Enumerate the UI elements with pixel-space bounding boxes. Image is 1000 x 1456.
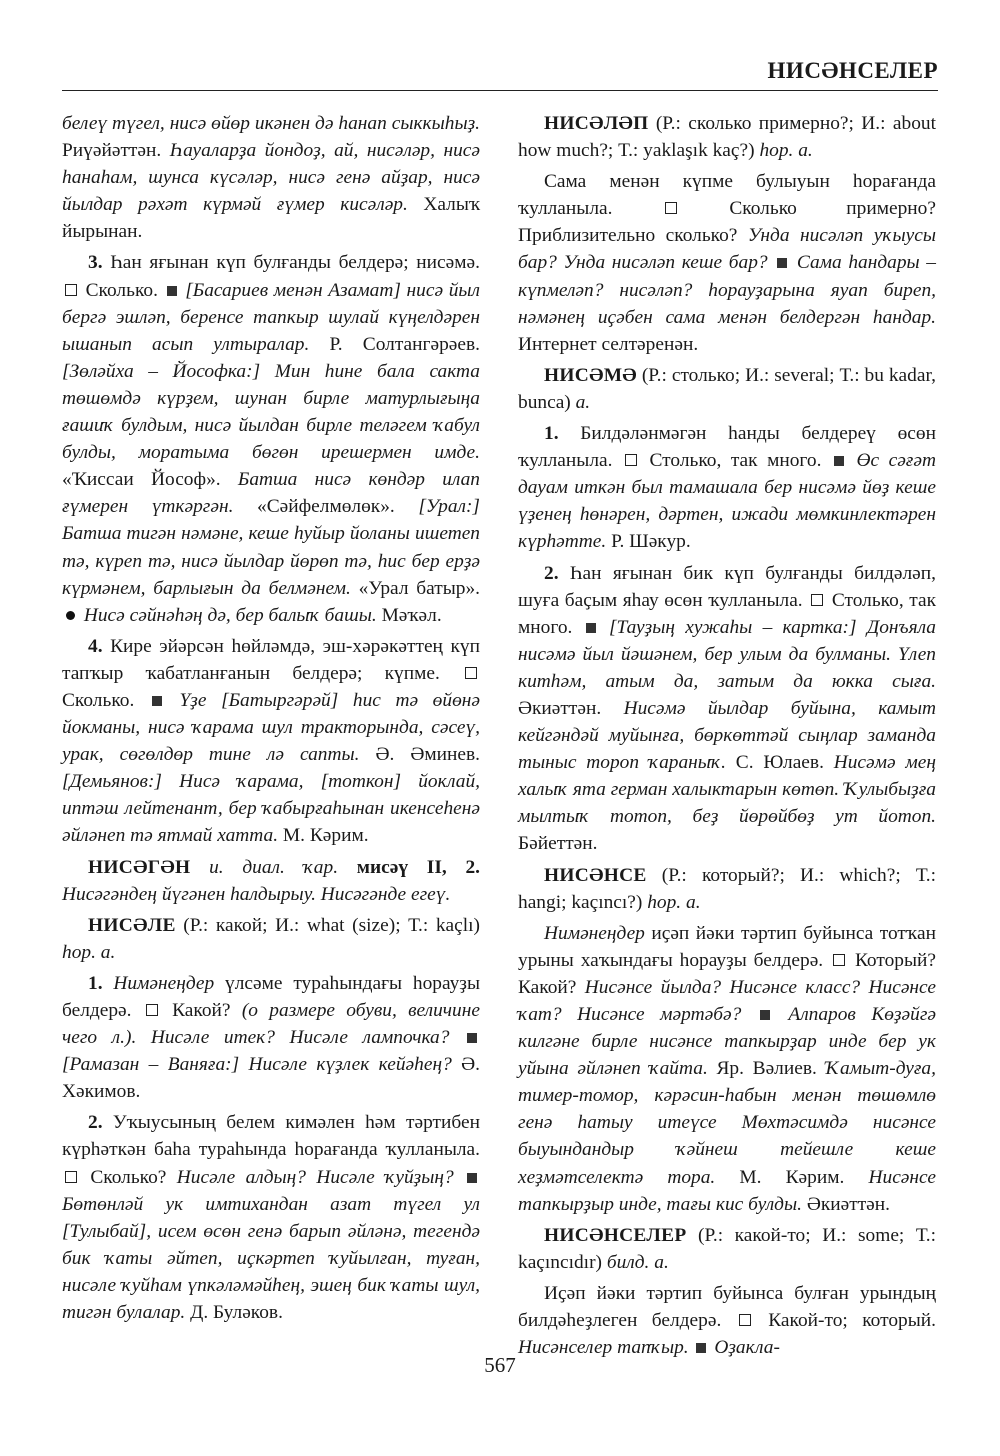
filled-square-icon: [586, 623, 596, 633]
right-column: [518, 110, 936, 1365]
source: Р. Солтангәрәев.: [309, 333, 480, 355]
example-text: Һауаларҙа йондоҙ, ай, нисәләр, нисә һанаһам, шунса күсәләр, нисә генә айҙар, нисә йылдар рәхәт күрмәй ғүмер кисәләр.: [62, 140, 480, 216]
source: Бәйеттән.: [518, 833, 598, 855]
definition: Уҡыусының белем кимәлен һәм тәртибен күрһәткән баһа тураһында һорағанда ҡулланыла.: [62, 1112, 480, 1161]
definition: иҫәп йәки тәртип буйынса тотҡан урыны хаҡындағы һорауҙы белдерә.: [518, 922, 936, 971]
entry-niseme: [518, 362, 936, 416]
square-outline-icon: [811, 594, 823, 606]
filled-square-icon: [467, 1173, 477, 1183]
example-text: Нисәмә мең халыҡ ята герман халыктарын көтөп. Ҡулыбыҙға мылтыҡ тотоп, беҙ йөрөйбөҙ ут йотоп.: [518, 752, 936, 828]
entry-nisense: [518, 862, 936, 916]
sense-3: [62, 249, 480, 628]
source: Әкиәттән.: [518, 697, 624, 719]
entry-nisegen: [62, 854, 480, 908]
square-outline-icon: [65, 1171, 77, 1183]
square-outline-icon: [625, 454, 637, 466]
headword: НИСӘЛӘП: [544, 113, 649, 134]
russian-equivalent: Сколько примерно? Приблизительно сколько?: [518, 198, 936, 247]
nisenseler-definition: [518, 1280, 936, 1361]
source: Ә. Әминев.: [359, 744, 480, 766]
source: «Урал батыр».: [350, 577, 480, 599]
nisele-sense-1: [62, 970, 480, 1105]
source: Р. Шәкур.: [606, 531, 691, 553]
equivalents: (Р.: какой; И.: what (size); Т.: kaçlı): [175, 914, 480, 936]
cross-reference: мисәү II, 2.: [356, 856, 480, 878]
example-text: Нисәмә йылдар буйына, камыт кейгәндәй муйынға, бөркөттәй сыңлар заманда тыныс тороп ҡараныҡ.: [518, 697, 936, 774]
filled-square-icon: [467, 1033, 477, 1043]
source: Халыҡ йырынан.: [62, 194, 480, 243]
example-text: [Зөләйха – Йософка:] Мин һине бала сакта төшөмдә күрҙем, шунан бирле матурлығыңа ғашиҡ булдым, нисә йылдан бирле теләгем ҡабул булды, моратыма бөгөн ирешермен имде.: [62, 360, 480, 464]
square-outline-icon: [665, 202, 677, 214]
niseme-sense-2: [518, 560, 936, 858]
running-head: НИСӘНСЕЛЕР: [767, 58, 938, 83]
example-text: Ҡамыт-дуға, тимер-томор, кәрәсин-һабын менән төшөмлө генә һатыу итеүсе Мөхтәсимдә нисәнсе быуындандыр ҡәйнеш тейешле кеше хеҙмәтселектә тора.: [518, 1058, 936, 1188]
entry-continuation: [62, 110, 480, 245]
example-text: Нисәнсе йылда? Нисәнсе класс? Нисәнсе ҡат? Нисәнсе мәртәбә?: [518, 976, 936, 1025]
source: С. Юлаев.: [726, 752, 834, 774]
example-text: Алпаров Көҙәйгә килгәне бирле нисәнсе тапкырҙар инде бер ук уйына әйләнеп ҡайта.: [518, 1004, 936, 1080]
headword: НИСӘЛЕ: [88, 914, 176, 936]
example-text: Нисәгәндең йүгәнен һалдырыу. Нисәгәнде егеү.: [62, 883, 451, 905]
nislep-definition: [518, 168, 936, 358]
square-outline-icon: [146, 1004, 158, 1016]
example-text: Нисәнсе тапкырҙыр инде, тағы кис булды.: [518, 1166, 936, 1215]
nisele-sense-2: [62, 1109, 480, 1326]
square-outline-icon: [465, 667, 477, 679]
example-text: Оҙакла-: [709, 1337, 780, 1359]
definition: Кире эйәрсән һөйләмдә, эш-хәрәкәттең күп тапҡыр ҡабатланғанын белдерә; күпме.: [62, 635, 480, 684]
square-outline-icon: [739, 1314, 751, 1326]
grammar-label: һор. а.: [647, 891, 701, 913]
russian-equivalent: Какой?: [160, 1000, 242, 1021]
entry-nisele: [62, 912, 480, 966]
source: Әкиәттән.: [801, 1193, 891, 1215]
bullet-icon: [66, 611, 75, 620]
entry-nislep: [518, 110, 936, 164]
equivalents: (Р.: который?; И.: which?; Т.: hangi; kaçıncı?): [518, 864, 936, 913]
header-rule: [62, 90, 938, 91]
example-text: белеү түгел, нисә өйөр икәнен дә һанап сыккыһыҙ.: [62, 113, 480, 134]
left-column: [62, 110, 480, 1330]
filled-square-icon: [777, 258, 787, 268]
equivalents: (Р.: столько; И.: several; Т.: bu kadar, bunca): [518, 364, 936, 413]
headword: НИСӘНСЕ: [544, 864, 647, 886]
sense-4: [62, 633, 480, 850]
square-outline-icon: [65, 284, 77, 296]
page-number: 567: [484, 1353, 516, 1377]
russian-equivalent: Который? Какой?: [518, 949, 936, 998]
sense-number: 2.: [544, 562, 559, 584]
sense-number: 1.: [88, 972, 103, 994]
source: «Сәйфелмөлөк».: [233, 496, 419, 518]
definition: Һан яғынан күп булғанды белдерә; нисәмә.: [102, 252, 480, 274]
example-text: Үҙе [Батыргәрәй] һис тә өйөнә йокманы, нисә ҡарама шул тракторында, сәсеү, урак, сөгөлдөр тине лә сапты.: [62, 689, 480, 766]
definition: Иҫәп йәки тәртип буйынса булған урындың билдәһеҙлеген белдерә.: [518, 1282, 936, 1332]
sense-number: 2.: [88, 1112, 103, 1134]
russian-equivalent: Столько, так много.: [639, 450, 831, 472]
russian-equivalent: Сколько?: [80, 1166, 177, 1188]
entry-nisenseler: [518, 1222, 936, 1276]
niseme-sense-1: [518, 420, 936, 555]
filled-square-icon: [696, 1343, 706, 1353]
source: Мәҡәл.: [376, 604, 442, 626]
example-text: Батша нисә көндәр илап ғүмерен үткәргән.: [62, 469, 480, 518]
filled-square-icon: [834, 456, 844, 466]
definition: Нимәнеңдер: [113, 972, 215, 994]
source: Риүәйәттән.: [62, 140, 170, 162]
example-text: [Демьянов:] Нисә ҡарама, [тоткон] йоклай, иптәш лейтенант, бер ҡабырғаһынан икенсеһенә әйләнеп тә ятмай хатта.: [62, 771, 480, 847]
russian-equivalent: Сколько.: [62, 689, 149, 711]
grammar-label: билд. а.: [606, 1251, 669, 1273]
example-text: Нисәнселер тапҡыр.: [518, 1337, 689, 1359]
grammar-label: а.: [575, 391, 591, 413]
example-text: [Басариев менән Азамат] нисә йыл бергә эшләп, беренсе тапкыр шулай күңелдәрен ышанып асып ултыралар.: [62, 279, 480, 355]
definition: Билдәләнмәгән һанды белдереү өсөн ҡулланыла.: [518, 423, 936, 472]
headword: НИСӘГӘН: [88, 856, 191, 878]
definition: Нимәнеңдер: [544, 922, 645, 944]
example-text: Бөтөнләй ук имтихандан азат түгел ул [Тулыбай], исем өсөн генә барып әйләнә, тегендә бик ҡаты әйтеп, иҫкәртеп ҡуйылған, туған, нисәле ҡуйһам үпкәләмәйһең, эшең бик ҡаты шул, тигән булалар.: [62, 1193, 480, 1324]
example-text: Сама һандары – күпмеләп? нисәләп? һорауҙарына яуап биреп, нәмәнең иҫәбен сама менән белдергән һандар.: [518, 252, 936, 328]
sense-number: 3.: [88, 252, 103, 274]
russian-equivalent: Какой-то; который.: [753, 1310, 936, 1332]
example-text: Өс сәғәт дауам иткән был тамашала бер нисәмә йөҙ кеше үҙенең һөнәрен, дәртен, ижади мөмкинлектәрен күрһәтте.: [518, 450, 936, 553]
definition: үлсәме тураһындағы һорауҙы белдерә.: [62, 972, 480, 1021]
grammar-label: һор. а.: [759, 140, 813, 162]
definition: Һан яғынан бик күп булғанды билдәләп, шуға баҫым яһау өсөн ҡулланыла.: [518, 562, 936, 611]
equivalents: (Р.: сколько примерно?; И.: about how much?; Т.: yaklaşık kaç?): [518, 113, 936, 162]
example-text: [Рамазан – Ваняға:] Нисәле күҙлек кейәһең?: [62, 1054, 452, 1076]
sense-number: 1.: [544, 423, 559, 445]
filled-square-icon: [167, 286, 177, 296]
source: М. Кәрим.: [278, 825, 369, 847]
source: Д. Буләков.: [185, 1302, 283, 1324]
source: М. Кәрим.: [715, 1166, 869, 1188]
headword: НИСӘНСЕЛЕР: [544, 1224, 687, 1246]
source: Интернет селтәренән.: [518, 333, 699, 355]
grammar-label: и. диал. ҡар.: [190, 856, 357, 878]
proverb: Нисә сәйнәһәң дә, бер балыҡ башы.: [83, 604, 377, 626]
source: «Ҡиссаи Йософ».: [62, 469, 238, 491]
grammar-label: һор. а.: [62, 941, 116, 963]
example-text: Унда нисәләп уҡыусы бар? Унда нисәләп кеше бар?: [518, 225, 937, 274]
source: Яр. Вәлиев.: [707, 1058, 826, 1080]
filled-square-icon: [760, 1010, 770, 1020]
russian-equivalent: Столько, так много.: [518, 589, 936, 638]
example-text: (о размере обуви, величине чего л.). Нисәле итек? Нисәле лампочка?: [62, 1000, 480, 1049]
russian-equivalent: Сколько.: [80, 279, 164, 301]
nisense-definition: [518, 920, 936, 1218]
definition: Сама менән күпме булыуын һорағанда ҡулланыла.: [518, 171, 936, 220]
headword: НИСӘМӘ: [544, 364, 637, 386]
example-text: Нисәле алдың? Нисәле ҡуйҙың?: [176, 1166, 454, 1188]
sense-number: 4.: [88, 635, 103, 657]
source: Ә. Хәкимов.: [62, 1054, 480, 1103]
square-outline-icon: [833, 954, 845, 966]
example-text: [Урал:] Батша тигән нәмәне, кеше һуйыр йоланы ишетеп тә, күреп тә, нисә йылдар йөрөп тә, һис бер ерҙә күрмәнем, барлығын да белмәнем.: [62, 496, 480, 599]
example-text: [Тауҙың хужаһы – картка:] Донъяла нисәмә йыл йәшәнем, бер улым да булманы. Үлеп китһәм, атым да, затым да юкка сыға.: [518, 616, 936, 692]
equivalents: (Р.: какой-то; И.: some; Т.: kaçıncıdır): [518, 1224, 936, 1273]
filled-square-icon: [152, 696, 162, 706]
